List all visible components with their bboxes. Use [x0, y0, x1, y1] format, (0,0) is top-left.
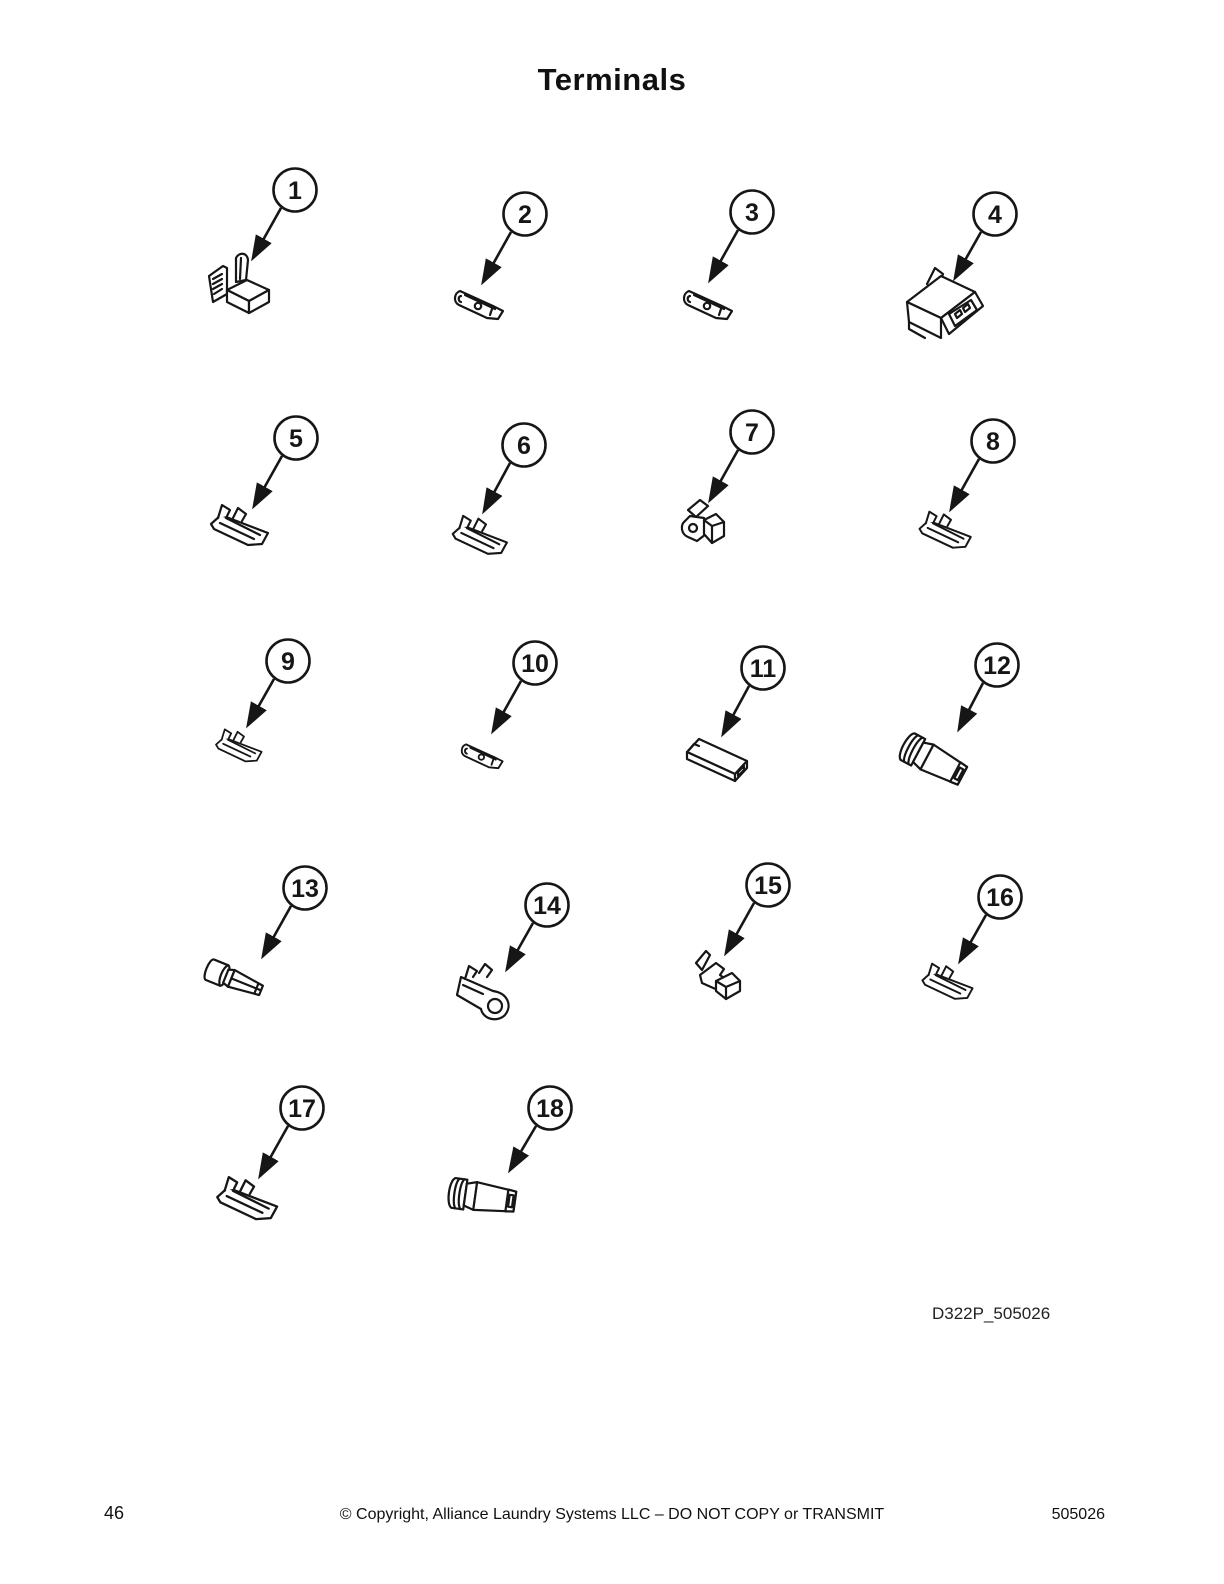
right-angle-plug-terminal-icon: [682, 500, 724, 543]
open-barrel-spade-terminal-icon: [453, 516, 507, 554]
callout-number: 4: [988, 201, 1002, 229]
ring-terminal-icon: [457, 964, 509, 1019]
callout-number: 16: [986, 884, 1014, 912]
hook-crimp-terminal-icon: [684, 291, 732, 319]
callout-item-18: [430, 1078, 620, 1263]
hook-crimp-terminal-icon: [462, 744, 503, 768]
callout-item-10: [415, 633, 605, 818]
open-barrel-spade-terminal-icon: [217, 1177, 277, 1219]
callout-number: 18: [536, 1095, 564, 1123]
leader-arrow: [248, 679, 274, 725]
callout-number: 8: [986, 428, 1000, 456]
callout-number: 9: [281, 648, 295, 676]
callout-item-17: [182, 1078, 372, 1263]
callout-item-14: [427, 875, 617, 1060]
open-barrel-spade-terminal-icon: [216, 729, 262, 761]
callout-item-7: [632, 402, 822, 587]
figure-reference-label: D322P_505026: [932, 1304, 1051, 1323]
callout-item-13: [185, 858, 375, 1043]
leader-arrow: [723, 686, 749, 734]
female-disconnect-terminal-icon: [897, 731, 970, 789]
leader-arrow: [507, 923, 533, 969]
connector-housing-icon: [907, 268, 983, 338]
hook-crimp-terminal-icon: [455, 291, 503, 319]
callout-number: 13: [291, 875, 319, 903]
fuse-clip-terminal-icon: [209, 254, 269, 313]
callout-item-6: [404, 415, 594, 600]
leader-arrow: [955, 232, 981, 278]
footer-copyright-text: © Copyright, Alliance Laundry Systems LLC – DO NOT COPY or TRANSMIT: [339, 1506, 885, 1523]
leader-arrow: [959, 683, 983, 729]
callout-number: 1: [288, 177, 302, 205]
leader-arrow: [510, 1126, 536, 1170]
female-disconnect-terminal-icon: [447, 1177, 517, 1216]
callout-item-8: [873, 411, 1063, 596]
leader-arrow: [493, 681, 521, 731]
open-barrel-spade-terminal-icon: [211, 505, 268, 545]
callout-number: 10: [521, 650, 549, 678]
callout-number: 7: [745, 419, 759, 447]
callout-number: 2: [518, 201, 532, 229]
callout-item-16: [880, 867, 1070, 1052]
leader-arrow: [710, 450, 738, 500]
leader-arrow: [260, 1126, 288, 1176]
leader-arrow: [254, 456, 282, 506]
male-blade-terminal-icon: [202, 958, 265, 1000]
footer-document-number: 505026: [1051, 1506, 1105, 1523]
callout-number: 14: [533, 892, 561, 920]
callout-number: 11: [749, 655, 777, 683]
leader-arrow: [951, 459, 979, 509]
callout-item-1: [175, 160, 365, 345]
flag-terminal-icon: [696, 951, 740, 999]
leader-arrow: [263, 906, 291, 956]
callout-item-12: [877, 635, 1067, 820]
leader-arrow: [710, 230, 738, 280]
callout-item-9: [168, 631, 358, 816]
leader-arrow: [484, 463, 510, 511]
callout-number: 12: [983, 652, 1011, 680]
leader-arrow: [483, 232, 511, 282]
leader-arrow: [253, 208, 281, 258]
callout-number: 15: [754, 872, 782, 900]
callout-number: 3: [745, 199, 759, 227]
open-barrel-spade-terminal-icon: [920, 512, 971, 548]
leader-arrow: [960, 915, 986, 961]
page-title: Terminals: [537, 62, 687, 97]
callout-item-11: [643, 638, 833, 823]
footer-page-number: 46: [104, 1503, 125, 1523]
callout-item-2: [405, 184, 595, 369]
callout-number: 6: [517, 432, 531, 460]
callout-item-15: [648, 855, 838, 1040]
open-barrel-spade-terminal-icon: [922, 964, 972, 999]
callout-item-4: [875, 184, 1065, 369]
leader-arrow: [726, 903, 754, 953]
callout-number: 17: [288, 1095, 316, 1123]
callout-item-3: [632, 182, 822, 367]
sleeve-terminal-icon: [687, 739, 747, 781]
callout-item-5: [176, 408, 366, 593]
callout-number: 5: [289, 425, 303, 453]
